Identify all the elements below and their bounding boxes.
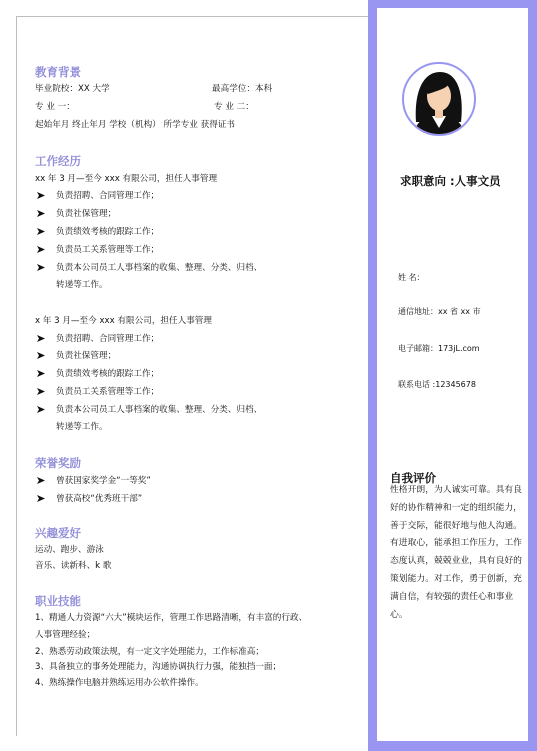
- bullet-icon: [37, 495, 45, 502]
- job1-item: 负责绩效考核的跟踪工作；: [56, 227, 160, 237]
- job2-item: 负责员工关系管理等工作；: [56, 387, 160, 397]
- bullet-icon: [37, 335, 45, 342]
- sidebar-panel: [377, 8, 528, 741]
- bullet-icon: [37, 352, 45, 359]
- job2-item: 负责招聘、合同管理工作；: [56, 334, 160, 344]
- education-columns: 起始年月 终止年月 学校（机构） 所学专业 获得证书: [35, 120, 235, 130]
- skill-item: 4、熟练操作电脑并熟练运用办公软件操作。: [35, 678, 204, 688]
- bullet-icon: [37, 246, 45, 253]
- skill-item: 2、熟悉劳动政策法规，有一定文字处理能力，工作标准高；: [35, 647, 264, 657]
- honors-title: 荣誉奖励: [35, 456, 81, 470]
- degree: 最高学位：本科: [212, 84, 273, 94]
- school: 毕业院校：XX 大学: [35, 84, 110, 94]
- job1-item: 负责招聘、合同管理工作；: [56, 191, 160, 201]
- skill-item: 3、具备独立的事务处理能力，沟通协调执行力强，能独挡一面；: [35, 662, 282, 672]
- self-evaluation-body: 性格开朗，为人诚实可靠。具有良好的协作精神和一定的组织能力，善于交际，能很好地与他人沟通。有进取心，能承担工作压力，工作态度认真，兢兢业业，具有良好的策划能力。对工作，勇于创新，充满自信，有较强的责任心和事业心。: [390, 485, 522, 620]
- major-two: 专 业 二：: [214, 102, 254, 112]
- email-field: 电子邮箱：173jL.com: [398, 344, 480, 353]
- bullet-icon: [37, 192, 45, 199]
- job1-item: 负责员工关系管理等工作；: [56, 245, 160, 255]
- major-one: 专 业 一：: [35, 102, 75, 112]
- job1-header: xx 年 3 月—至今 xxx 有限公司，担任人事管理: [35, 174, 218, 184]
- skill-item: 1、精通人力资源“六大”模块运作，管理工作思路清晰，有丰富的行政、: [35, 613, 308, 623]
- skills-title: 职业技能: [35, 594, 81, 608]
- bullet-icon: [37, 210, 45, 217]
- hobbies-line: 音乐、读新科、k 歌: [35, 561, 112, 571]
- bullet-icon: [37, 370, 45, 377]
- avatar-icon: [404, 64, 474, 134]
- job1-item: 负责社保管理；: [56, 209, 117, 219]
- hobbies-title: 兴趣爱好: [35, 526, 81, 540]
- address-field: 通信地址：xx 省 xx 市: [398, 307, 481, 316]
- hobbies-line: 运动、跑步、游泳: [35, 545, 104, 555]
- job2-header: x 年 3 月—至今 xxx 有限公司，担任人事管理: [35, 316, 212, 326]
- bullet-icon: [37, 388, 45, 395]
- margin-guide-top: [16, 16, 368, 17]
- name-field: 姓 名：: [398, 273, 425, 282]
- job-objective: 求职意向 :人事文员: [400, 174, 501, 188]
- honor-item: 曾获高校“优秀班干部”: [56, 494, 143, 504]
- bullet-icon: [37, 228, 45, 235]
- bullet-icon: [37, 477, 45, 484]
- self-evaluation-title: 自我评价: [390, 471, 436, 485]
- avatar: [402, 62, 476, 136]
- job2-continuation: 转递等工作。: [56, 422, 108, 432]
- phone-field: 联系电话 :12345678: [398, 380, 476, 389]
- bullet-icon: [37, 264, 45, 271]
- skill-item: 人事管理经验；: [35, 630, 96, 640]
- margin-guide-left: [16, 16, 17, 736]
- education-title: 教育背景: [35, 65, 81, 79]
- job2-item: 负责本公司员工人事档案的收集、整理、分类、归档、: [56, 405, 263, 415]
- job1-continuation: 转递等工作。: [56, 280, 108, 290]
- honor-item: 曾获国家奖学金“一等奖”: [56, 476, 151, 486]
- sidebar-frame: [368, 0, 537, 751]
- job2-item: 负责社保管理；: [56, 351, 117, 361]
- bullet-icon: [37, 406, 45, 413]
- job2-item: 负责绩效考核的跟踪工作；: [56, 369, 160, 379]
- job1-item: 负责本公司员工人事档案的收集、整理、分类、归档、: [56, 263, 263, 273]
- work-title: 工作经历: [35, 154, 81, 168]
